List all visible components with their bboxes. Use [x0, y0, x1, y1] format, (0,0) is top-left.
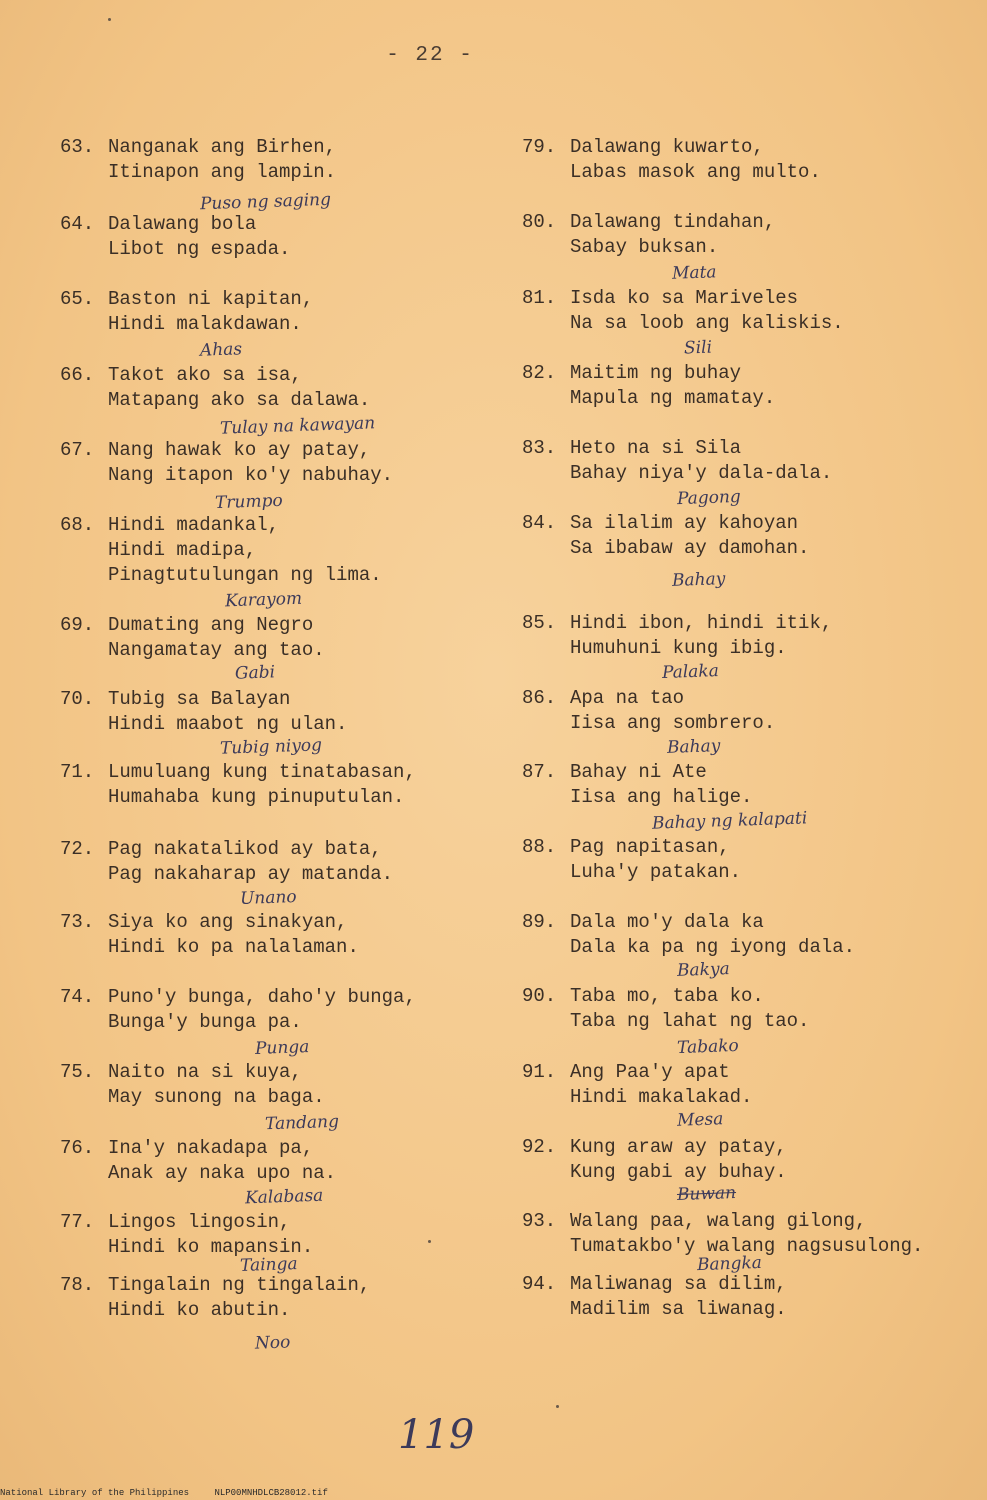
answer-84: Bahay — [671, 569, 726, 591]
riddle-78: 78. Tingalain ng tingalain, Hindi ko abutin. — [60, 1274, 371, 1321]
answer-89: Bakya — [676, 959, 731, 981]
answer-85: Palaka — [661, 661, 720, 683]
answer-74: Punga — [254, 1037, 310, 1059]
riddle-66: 66. Takot ako sa isa, Matapang ako sa dalawa. — [60, 364, 371, 411]
answer-81: Sili — [683, 337, 713, 359]
riddle-80: 80. Dalawang tindahan, Sabay buksan. — [522, 211, 776, 258]
riddle-83: 83. Heto na si Sila Bahay niya'y dala-dala. — [522, 437, 833, 484]
riddle-79: 79. Dalawang kuwarto, Labas masok ang multo. — [522, 136, 821, 183]
riddle-72: 72. Pag nakatalikod ay bata, Pag nakaharap ay matanda. — [60, 838, 394, 885]
riddle-63: 63. Nanganak ang Birhen, Itinapon ang lampin. — [60, 136, 337, 183]
page-number: - 22 - — [386, 44, 474, 67]
riddle-82: 82. Maitim ng buhay Mapula ng mamatay. — [522, 362, 776, 409]
footer-file: NLP00MNHDLCB28012.tif — [214, 1488, 328, 1498]
riddle-91: 91. Ang Paa'y apat Hindi makalakad. — [522, 1061, 753, 1108]
riddle-85: 85. Hindi ibon, hindi itik, Humuhuni kung ibig. — [522, 612, 833, 659]
riddle-73: 73. Siya ko ang sinakyan, Hindi ko pa nalalaman. — [60, 911, 359, 958]
answer-75: Tandang — [264, 1111, 340, 1135]
answer-93: Bangka — [696, 1252, 763, 1276]
riddle-75: 75. Naito na si kuya, May sunong na baga. — [60, 1061, 325, 1108]
riddle-76: 76. Ina'y nakadapa pa, Anak ay naka upo na. — [60, 1137, 337, 1184]
riddle-90: 90. Taba mo, taba ko. Taba ng lahat ng tao. — [522, 985, 810, 1032]
answer-78: Noo — [254, 1332, 291, 1354]
answer-65: Ahas — [199, 339, 243, 361]
paper-speck — [428, 1240, 431, 1243]
riddle-71: 71. Lumuluang kung tinatabasan, Humahaba kung pinuputulan. — [60, 761, 416, 808]
scan-footer — [0, 1488, 348, 1498]
answer-70: Tubig niyog — [219, 735, 323, 759]
answer-67: Trumpo — [214, 490, 283, 514]
answer-91: Mesa — [676, 1109, 724, 1131]
riddle-88: 88. Pag napitasan, Luha'y patakan. — [522, 836, 742, 883]
riddle-65: 65. Baston ni kapitan, Hindi malakdawan. — [60, 288, 314, 335]
riddle-92: 92. Kung araw ay patay, Kung gabi ay buhay. — [522, 1136, 787, 1183]
paper-speck — [556, 1405, 559, 1408]
riddle-89: 89. Dala mo'y dala ka Dala ka pa ng iyong dala. — [522, 911, 856, 958]
riddle-64: 64. Dalawang bola Libot ng espada. — [60, 213, 291, 260]
handwritten-leaf-number: 119 — [398, 1412, 475, 1458]
riddle-81: 81. Isda ko sa Mariveles Na sa loob ang kaliskis. — [522, 287, 844, 334]
paper-speck — [108, 18, 111, 21]
answer-63: Puso ng saging — [199, 189, 332, 215]
answer-68: Karayom — [224, 588, 303, 612]
footer-library: National Library of the Philippines — [0, 1488, 190, 1498]
answer-72: Unano — [239, 887, 297, 909]
riddle-68: 68. Hindi madankal, Hindi madipa, Pinagtutulungan ng lima. — [60, 514, 382, 586]
answer-69: Gabi — [234, 662, 276, 684]
riddle-74: 74. Puno'y bunga, daho'y bunga, Bunga'y bunga pa. — [60, 986, 416, 1033]
riddle-69: 69. Dumating ang Negro Nangamatay ang tao. — [60, 614, 325, 661]
riddle-84: 84. Sa ilalim ay kahoyan Sa ibabaw ay damohan. — [522, 512, 810, 559]
riddle-67: 67. Nang hawak ko ay patay, Nang itapon ko'y nabuhay. — [60, 439, 394, 486]
riddle-94: 94. Maliwanag sa dilim, Madilim sa liwanag. — [522, 1273, 787, 1320]
answer-83: Pagong — [676, 486, 742, 510]
answer-90: Tabako — [676, 1035, 740, 1059]
riddle-93: 93. Walang paa, walang gilong, Tumatakbo'y walang nagsusulong. — [522, 1210, 924, 1257]
answer-86: Bahay — [666, 736, 721, 758]
riddle-87: 87. Bahay ni Ate Iisa ang halige. — [522, 761, 753, 808]
answer-76: Kalabasa — [244, 1185, 324, 1209]
riddle-77: 77. Lingos lingosin, Hindi ko mapansin. — [60, 1211, 314, 1258]
riddle-86: 86. Apa na tao Iisa ang sombrero. — [522, 687, 776, 734]
answer-77: Tainga — [239, 1254, 298, 1276]
answer-92-struck: Buwan — [676, 1182, 737, 1206]
riddle-70: 70. Tubig sa Balayan Hindi maabot ng ulan. — [60, 688, 348, 735]
answer-87: Bahay ng kalapati — [651, 808, 808, 834]
answer-66: Tulay na kawayan — [219, 413, 376, 439]
answer-80: Mata — [671, 262, 717, 284]
